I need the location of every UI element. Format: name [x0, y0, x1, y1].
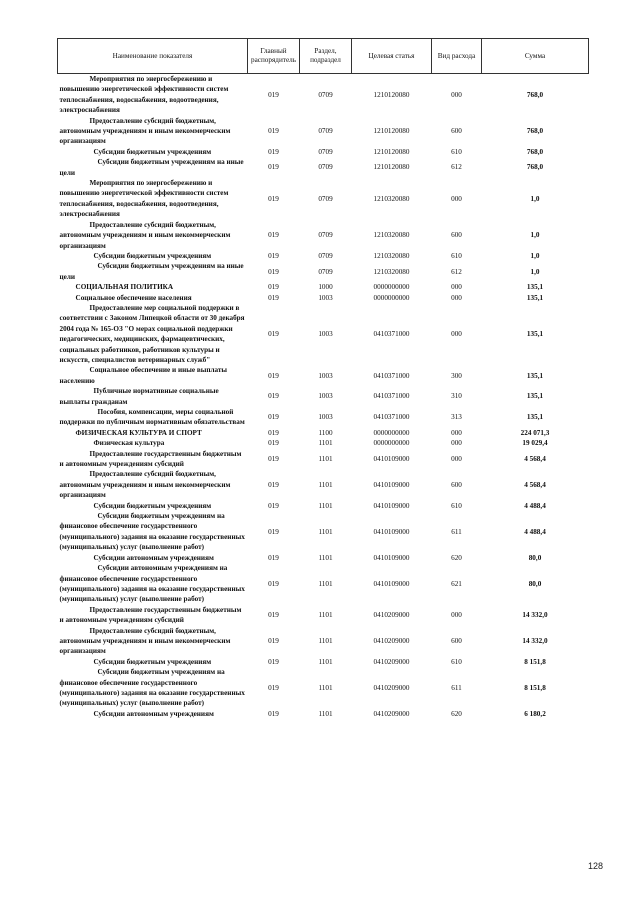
- row-target: 0000000000: [373, 439, 410, 448]
- row-name: Предоставление субсидий бюджетным, автономным учреждениям и иным некоммерческим организациям: [59, 470, 231, 500]
- row-sum: 14 332,0: [522, 610, 548, 619]
- row-expense-type: 000: [451, 283, 462, 292]
- table-body: [58, 74, 589, 720]
- row-sum: 8 151,8: [524, 657, 546, 666]
- table-row: [58, 116, 589, 147]
- row-expense-type: 610: [451, 147, 462, 156]
- table-row: [58, 157, 589, 178]
- row-sum: 19 029,4: [522, 439, 548, 448]
- row-admin: 019: [268, 527, 279, 536]
- row-admin: 019: [268, 709, 279, 718]
- header-target: Целевая статья: [352, 39, 432, 74]
- row-section: 1003: [318, 293, 333, 302]
- row-admin: 019: [268, 90, 279, 99]
- row-admin: 019: [268, 267, 279, 276]
- row-expense-type: 612: [451, 267, 462, 276]
- row-target: 0410371000: [373, 392, 410, 401]
- row-section: 0709: [318, 147, 333, 156]
- row-section: 1003: [318, 392, 333, 401]
- row-admin: 019: [268, 428, 279, 437]
- table-row: [58, 251, 589, 261]
- row-target: 0410109000: [373, 579, 410, 588]
- row-expense-type: 620: [451, 553, 462, 562]
- row-sum: 6 180,2: [524, 709, 546, 718]
- row-target: 0410109000: [373, 501, 410, 510]
- row-section: 1000: [318, 283, 333, 292]
- row-expense-type: 600: [451, 636, 462, 645]
- header-sum: Сумма: [482, 39, 589, 74]
- row-expense-type: 610: [451, 657, 462, 666]
- row-name: Публичные нормативные социальные выплаты гражданам: [59, 387, 219, 406]
- row-target: 0410371000: [373, 413, 410, 422]
- row-admin: 019: [268, 683, 279, 692]
- row-name: ФИЗИЧЕСКАЯ КУЛЬТУРА И СПОРТ: [75, 428, 202, 437]
- row-expense-type: 600: [451, 127, 462, 136]
- row-admin: 019: [268, 283, 279, 292]
- row-admin: 019: [268, 454, 279, 463]
- row-admin: 019: [268, 194, 279, 203]
- row-sum: 768,0: [526, 90, 544, 99]
- row-admin: 019: [268, 610, 279, 619]
- row-name: Социальное обеспечение и иные выплаты населению: [59, 366, 228, 385]
- row-target: 0410109000: [373, 527, 410, 536]
- table-row: [58, 293, 589, 303]
- row-name: Мероприятия по энергосбережению и повышению энергетической эффективности систем теплоснабжения, водоснабжения, водоотведения, электроснабжения: [59, 179, 229, 219]
- table-row: [58, 449, 589, 470]
- row-section: 0709: [318, 163, 333, 172]
- row-admin: 019: [268, 501, 279, 510]
- row-target: 0410209000: [373, 657, 410, 666]
- table-row: [58, 438, 589, 448]
- row-section: 1003: [318, 329, 333, 338]
- row-target: 0410109000: [373, 454, 410, 463]
- row-section: 0709: [318, 127, 333, 136]
- page-number: 128: [587, 861, 603, 871]
- row-expense-type: 620: [451, 709, 462, 718]
- row-admin: 019: [268, 636, 279, 645]
- row-expense-type: 621: [451, 579, 462, 588]
- row-target: 0410209000: [373, 683, 410, 692]
- row-target: 1210320080: [373, 194, 410, 203]
- row-sum: 1,0: [530, 267, 540, 276]
- row-expense-type: 000: [451, 293, 462, 302]
- row-target: 0410209000: [373, 610, 410, 619]
- row-name: Предоставление субсидий бюджетным, автономным учреждениям и иным некоммерческим организациям: [59, 116, 231, 146]
- row-sum: 768,0: [526, 163, 544, 172]
- table-row: [58, 407, 589, 428]
- row-section: 1101: [318, 501, 333, 510]
- row-target: 1210320080: [373, 251, 410, 260]
- row-sum: 80,0: [528, 553, 542, 562]
- row-admin: 019: [268, 147, 279, 156]
- row-expense-type: 000: [451, 90, 462, 99]
- row-expense-type: 610: [451, 501, 462, 510]
- row-section: 0709: [318, 90, 333, 99]
- row-name: Субсидии автономным учреждениям на финансовое обеспечение государственного (муниципального) задания на оказание государственных (муниципальных) услуг (выполнение работ): [59, 564, 245, 604]
- row-name: Физическая культура: [93, 439, 165, 448]
- table-row: [58, 428, 589, 438]
- row-expense-type: 600: [451, 480, 462, 489]
- row-sum: 1,0: [530, 251, 540, 260]
- row-expense-type: 612: [451, 163, 462, 172]
- row-admin: 019: [268, 413, 279, 422]
- row-section: 0709: [318, 231, 333, 240]
- row-sum: 4 488,4: [524, 527, 546, 536]
- row-name: Субсидии бюджетным учреждениям на финансовое обеспечение государственного (муниципального) задания на оказание государственных (муниципальных) услуг (выполнение работ): [59, 668, 245, 708]
- row-admin: 019: [268, 329, 279, 338]
- row-name: Предоставление государственным бюджетным и автономным учреждениям субсидий: [59, 449, 242, 469]
- header-admin: Главный распорядитель: [248, 39, 300, 74]
- row-name: Социальное обеспечение населения: [75, 293, 192, 302]
- row-target: 0000000000: [373, 293, 410, 302]
- row-name: Субсидии бюджетным учреждениям на финансовое обеспечение государственного (муниципального) задания на оказание государственных (муниципальных) услуг (выполнение работ): [59, 512, 245, 552]
- row-name: Субсидии бюджетным учреждениям: [93, 657, 212, 666]
- row-name: Субсидии бюджетным учреждениям на иные цели: [59, 158, 244, 177]
- row-sum: 1,0: [530, 194, 540, 203]
- row-expense-type: 000: [451, 428, 462, 437]
- row-target: 0410209000: [373, 636, 410, 645]
- row-name: Субсидии бюджетным учреждениям: [93, 147, 212, 156]
- row-admin: 019: [268, 480, 279, 489]
- row-expense-type: 610: [451, 251, 462, 260]
- row-sum: 80,0: [528, 579, 542, 588]
- row-admin: 019: [268, 579, 279, 588]
- table-row: [58, 709, 589, 719]
- table-row: [58, 657, 589, 667]
- row-target: 1210120080: [373, 147, 410, 156]
- table-row: [58, 626, 589, 657]
- row-expense-type: 300: [451, 371, 462, 380]
- row-sum: 135,1: [526, 413, 544, 422]
- row-admin: 019: [268, 657, 279, 666]
- row-expense-type: 310: [451, 392, 462, 401]
- row-section: 1101: [318, 480, 333, 489]
- table-header-row: [58, 39, 589, 74]
- row-admin: 019: [268, 371, 279, 380]
- row-section: 1101: [318, 610, 333, 619]
- row-section: 1003: [318, 371, 333, 380]
- row-section: 1101: [318, 683, 333, 692]
- row-section: 1101: [318, 454, 333, 463]
- row-target: 1210320080: [373, 267, 410, 276]
- row-sum: 135,1: [526, 392, 544, 401]
- row-expense-type: 611: [451, 527, 462, 536]
- row-name: Субсидии бюджетным учреждениям: [93, 251, 212, 260]
- row-admin: 019: [268, 392, 279, 401]
- row-section: 1101: [318, 636, 333, 645]
- header-expense-type: Вид расхода: [432, 39, 482, 74]
- table-row: [58, 178, 589, 220]
- row-name: Предоставление субсидий бюджетным, автономным учреждениям и иным некоммерческим организациям: [59, 626, 231, 656]
- row-sum: 4 488,4: [524, 501, 546, 510]
- row-section: 0709: [318, 251, 333, 260]
- table-row: [58, 563, 589, 605]
- row-sum: 8 151,8: [524, 683, 546, 692]
- row-target: 0000000000: [373, 428, 410, 437]
- row-target: 0410371000: [373, 371, 410, 380]
- row-name: Субсидии бюджетным учреждениям на иные цели: [59, 262, 244, 281]
- table-row: [58, 469, 589, 500]
- row-target: 0410109000: [373, 553, 410, 562]
- row-section: 1101: [318, 579, 333, 588]
- table-row: [58, 667, 589, 709]
- row-target: 0410209000: [373, 709, 410, 718]
- row-target: 0410109000: [373, 480, 410, 489]
- row-admin: 019: [268, 127, 279, 136]
- row-name: Субсидии автономным учреждениям: [93, 709, 214, 718]
- table-row: [58, 303, 589, 365]
- row-section: 1003: [318, 413, 333, 422]
- row-name: Мероприятия по энергосбережению и повышению энергетической эффективности систем теплоснабжения, водоснабжения, водоотведения, электроснабжения: [59, 75, 229, 115]
- table-row: [58, 261, 589, 282]
- row-sum: 768,0: [526, 147, 544, 156]
- table-row: [58, 553, 589, 563]
- table-row: [58, 386, 589, 407]
- row-admin: 019: [268, 439, 279, 448]
- row-admin: 019: [268, 553, 279, 562]
- row-sum: 135,1: [526, 329, 544, 338]
- row-target: 1210320080: [373, 231, 410, 240]
- header-section: Раздел, подраздел: [300, 39, 352, 74]
- row-expense-type: 000: [451, 454, 462, 463]
- row-name: Предоставление субсидий бюджетным, автономным учреждениям и иным некоммерческим организациям: [59, 220, 231, 250]
- row-expense-type: 000: [451, 329, 462, 338]
- table-row: [58, 511, 589, 553]
- row-section: 1101: [318, 439, 333, 448]
- table-row: [58, 501, 589, 511]
- row-name: Пособия, компенсации, меры социальной поддержки по публичным нормативным обязательствам: [59, 408, 245, 427]
- row-target: 0000000000: [373, 283, 410, 292]
- table-row: [58, 365, 589, 386]
- row-section: 1100: [318, 428, 333, 437]
- row-target: 1210120080: [373, 127, 410, 136]
- table-row: [58, 147, 589, 157]
- row-section: 1101: [318, 657, 333, 666]
- row-expense-type: 313: [451, 413, 462, 422]
- budget-table: [57, 38, 589, 719]
- row-expense-type: 611: [451, 683, 462, 692]
- table-row: [58, 605, 589, 626]
- table-row: [58, 220, 589, 251]
- row-name: Субсидии автономным учреждениям: [93, 553, 214, 562]
- row-sum: 4 568,4: [524, 480, 546, 489]
- row-sum: 1,0: [530, 231, 540, 240]
- row-section: 1101: [318, 709, 333, 718]
- row-admin: 019: [268, 251, 279, 260]
- row-name: Предоставление государственным бюджетным и автономным учреждениям субсидий: [59, 605, 242, 625]
- row-expense-type: 000: [451, 194, 462, 203]
- row-name: Предоставление мер социальной поддержки в соответствии с Законом Липецкой области от 30 декабря 2004 года № 165-ОЗ "О мерах социальной поддержки педагогических, медицинских, фармацевтических, социальных работников, работников культуры и искусств, специалистов ветеринарных служб": [59, 303, 245, 364]
- row-target: 1210120080: [373, 90, 410, 99]
- row-section: 1101: [318, 527, 333, 536]
- row-name: СОЦИАЛЬНАЯ ПОЛИТИКА: [75, 283, 174, 292]
- row-admin: 019: [268, 293, 279, 302]
- row-expense-type: 600: [451, 231, 462, 240]
- row-admin: 019: [268, 163, 279, 172]
- table-row: [58, 74, 589, 116]
- row-sum: 135,1: [526, 293, 544, 302]
- row-target: 0410371000: [373, 329, 410, 338]
- row-section: 1101: [318, 553, 333, 562]
- row-section: 0709: [318, 194, 333, 203]
- row-sum: 4 568,4: [524, 454, 546, 463]
- row-admin: 019: [268, 231, 279, 240]
- row-target: 1210120080: [373, 163, 410, 172]
- row-sum: 135,1: [526, 371, 544, 380]
- row-sum: 224 071,3: [520, 428, 550, 437]
- row-sum: 135,1: [526, 283, 544, 292]
- row-expense-type: 000: [451, 610, 462, 619]
- table-row: [58, 282, 589, 292]
- row-expense-type: 000: [451, 439, 462, 448]
- header-name: Наименование показателя: [58, 39, 248, 74]
- row-sum: 768,0: [526, 127, 544, 136]
- row-sum: 14 332,0: [522, 636, 548, 645]
- row-section: 0709: [318, 267, 333, 276]
- row-name: Субсидии бюджетным учреждениям: [93, 501, 212, 510]
